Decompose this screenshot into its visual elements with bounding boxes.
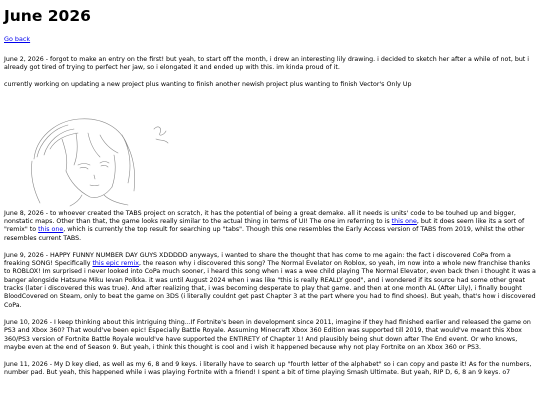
entry-june-11: June 11, 2026 - My D key died, as well as my 6, 8 and 9 keys. i literally have to search up "fourth letter of the alphabet" so i can copy and paste it! As for the numbers, number pad. But yeah, this happened while i was playing Fortnite with a friend! I spent a bit of time playing Smash Ultimate. But yeah, RIP D, 6, 8 an 9 keys. o7 <box>4 361 532 377</box>
entry-june-10: June 10, 2026 - I keep thinking about this intriguing thing...If Fortnite's been in development since 2011, imagine if they had finished earlier and released the game on PS3 and Xbox 360? That would've been epic! Especially Battle Royale. Assuming Minecraft Xbox 360 Edition was supported till 2019, that would've meant this Xbox 360/PS3 version of Fortnite Battle Royale would've have supported the ENTIRETY of Chapter 1! And plausibly being shut down after The End event. Or who knows, maybe even at the end of Season 9. But yeah, i think this thought is cool and i wish it happened because why not play Fortnite on an Xbox 360 or PS3. <box>4 318 531 351</box>
go-back-link[interactable]: Go back <box>4 34 31 43</box>
entry-june-8: June 8, 2026 - to whoever created the TABS project on scratch, it has the potential of being a great demake. all it needs is units' code to be touhed up and bigger, nonstatic maps. Other than that, the game looks really similar to the actual thing in terms of UI! The one im referring to is this one, but it does seem like its a sort of "remix" to this one, which is currently the top result for searching up "tabs". Though this one resembles the Early Access version of TABS from 2019, whilst the other resembles current TABS. <box>4 209 525 242</box>
tabs-project-link-2[interactable]: this one <box>38 226 64 234</box>
entry-june-9: June 9, 2026 - HAPPY FUNNY NUMBER DAY GUYS XDDDDD anyways, i wanted to share the thought that has come to me again: the fact i discovered CoPa from a freaking SONG! Specifically this epic remix, the reason why i discovered this song? The Normal Evelator on Roblox, so yeah, im now into a whole new franchise thanks to ROBLOX! Im surprised i never looked into CoPa much sooner, i heard this song when i was a wee child playing The Normal Elevator, even back then i thought it was a banger alongside Hatsune Miku Ievan Polkka. it was until August 2024 when i was like "this is really REALLY good", and i wondered if its source had some other great tracks (later i discovered this was true). And after realizing that, i was becoming desperate to play that game. and then at one month AL (After Lily), i finally bought BloodCovered on Steam, only to beat the game on 3DS (i literally couldnt get past Chapter 3 at the part where you had to find shoes). But yeah, that's how i discovered CoPa. <box>4 251 536 309</box>
entry-june-2: June 2, 2026 - forgot to make an entry on the first! but yeah, to start off the month, i drew an interesting lily drawing. i decided to sketch her after a while of not, but i already got tired of trying to perfect her jaw, so i elongated it and ended up with this. im kinda proud of it. <box>4 55 530 72</box>
lily-sketch-icon <box>4 99 234 207</box>
lily-sketch-drawing <box>4 99 536 207</box>
epic-remix-link[interactable]: this epic remix <box>92 260 139 268</box>
page-title: June 2026 <box>4 7 91 25</box>
entry-june-2-note: currently working on updating a new project plus wanting to finish another newish project plus wanting to finish Vector's Only Up <box>4 81 412 89</box>
tabs-project-link-1[interactable]: this one <box>391 218 417 225</box>
